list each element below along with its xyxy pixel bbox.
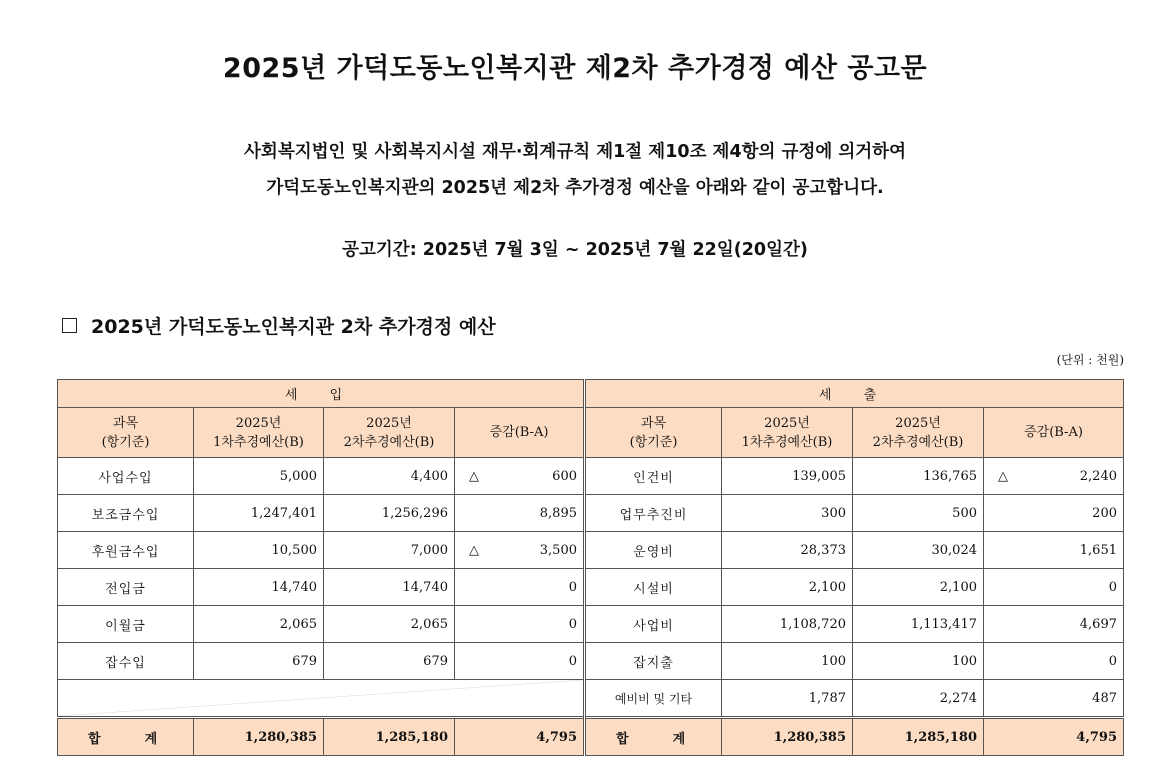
page-title: 2025년 가덕도동노인복지관 제2차 추가경정 예산 공고문 [222, 53, 928, 84]
expense-first: 1,108,720 [722, 606, 853, 643]
expense-diff: 200 [984, 495, 1124, 532]
income-diff: 0 [455, 569, 585, 606]
income-diff: 0 [455, 643, 585, 680]
expense-item: 잡지출 [585, 643, 722, 680]
expense-total-second: 1,285,180 [853, 718, 984, 756]
income-item: 보조금수입 [58, 495, 194, 532]
expense-second: 2,274 [853, 680, 984, 718]
expense-diff: △ 2,240 [984, 458, 1124, 495]
expense-second: 500 [853, 495, 984, 532]
intro-line-1: 사회복지법인 및 사회복지시설 재무·회계규칙 제1절 제10조 제4항의 규정에 의거하여 [244, 142, 906, 162]
income-first: 679 [194, 643, 324, 680]
income-diff-header: 증감(B-A) [455, 408, 585, 458]
expense-item: 시설비 [585, 569, 722, 606]
expense-second-budget-header: 2025년 2차추경예산(B) [853, 408, 984, 458]
income-diff: △ 600 [455, 458, 585, 495]
expense-second: 100 [853, 643, 984, 680]
income-total-label: 합 계 [58, 718, 194, 756]
income-first: 14,740 [194, 569, 324, 606]
expense-second: 30,024 [853, 532, 984, 569]
expense-item: 업무추진비 [585, 495, 722, 532]
expense-header: 세 출 [585, 380, 1124, 408]
expense-diff-header: 증감(B-A) [984, 408, 1124, 458]
expense-total-label: 합 계 [585, 718, 722, 756]
intro-line-2: 가덕도동노인복지관의 2025년 제2차 추가경정 예산을 아래와 같이 공고합니다. [266, 178, 884, 198]
expense-item: 사업비 [585, 606, 722, 643]
budget-table [57, 379, 1124, 756]
expense-diff: 0 [984, 569, 1124, 606]
income-header: 세 입 [58, 380, 585, 408]
income-second: 7,000 [324, 532, 455, 569]
total-row [58, 718, 1124, 756]
income-second: 4,400 [324, 458, 455, 495]
expense-total-diff: 4,795 [984, 718, 1124, 756]
income-second: 679 [324, 643, 455, 680]
section-heading-text: 2025년 가덕도동노인복지관 2차 추가경정 예산 [91, 316, 496, 338]
income-diff: △ 3,500 [455, 532, 585, 569]
income-diff: 8,895 [455, 495, 585, 532]
income-first-budget-header: 2025년 1차추경예산(B) [194, 408, 324, 458]
expense-item-header: 과목 (항기준) [585, 408, 722, 458]
income-total-second: 1,285,180 [324, 718, 455, 756]
expense-item: 운영비 [585, 532, 722, 569]
expense-second: 2,100 [853, 569, 984, 606]
income-item: 잡수입 [58, 643, 194, 680]
income-first: 5,000 [194, 458, 324, 495]
table-row [58, 495, 1124, 532]
expense-first: 100 [722, 643, 853, 680]
income-item: 전입금 [58, 569, 194, 606]
empty-diagonal-cell [58, 680, 585, 718]
budget-rows [58, 458, 1124, 756]
expense-first: 2,100 [722, 569, 853, 606]
expense-diff: 487 [984, 680, 1124, 718]
table-row [58, 643, 1124, 680]
expense-item: 예비비 및 기타 [585, 680, 722, 718]
expense-first: 139,005 [722, 458, 853, 495]
expense-first: 28,373 [722, 532, 853, 569]
checkbox-square-icon [62, 318, 77, 333]
income-item: 후원금수입 [58, 532, 194, 569]
income-first: 1,247,401 [194, 495, 324, 532]
income-item: 이월금 [58, 606, 194, 643]
expense-total-first: 1,280,385 [722, 718, 853, 756]
income-item: 사업수입 [58, 458, 194, 495]
income-second-budget-header: 2025년 2차추경예산(B) [324, 408, 455, 458]
notice-period: 공고기간: 2025년 7월 3일 ~ 2025년 7월 22일(20일간) [342, 240, 808, 260]
income-first: 10,500 [194, 532, 324, 569]
income-diff: 0 [455, 606, 585, 643]
expense-diff: 4,697 [984, 606, 1124, 643]
expense-diff: 1,651 [984, 532, 1124, 569]
table-row [58, 606, 1124, 643]
diagonal-line [58, 680, 583, 716]
income-second: 1,256,296 [324, 495, 455, 532]
income-total-first: 1,280,385 [194, 718, 324, 756]
expense-second: 136,765 [853, 458, 984, 495]
income-second: 2,065 [324, 606, 455, 643]
section-heading [62, 312, 496, 339]
expense-first-budget-header: 2025년 1차추경예산(B) [722, 408, 853, 458]
unit-label: (단위 : 천원) [1056, 353, 1124, 367]
table-row [58, 680, 1124, 718]
expense-item: 인건비 [585, 458, 722, 495]
income-first: 2,065 [194, 606, 324, 643]
income-second: 14,740 [324, 569, 455, 606]
income-item-header: 과목 (항기준) [58, 408, 194, 458]
expense-first: 1,787 [722, 680, 853, 718]
expense-diff: 0 [984, 643, 1124, 680]
table-row [58, 532, 1124, 569]
expense-second: 1,113,417 [853, 606, 984, 643]
income-total-diff: 4,795 [455, 718, 585, 756]
table-row [58, 569, 1124, 606]
expense-first: 300 [722, 495, 853, 532]
table-row [58, 458, 1124, 495]
